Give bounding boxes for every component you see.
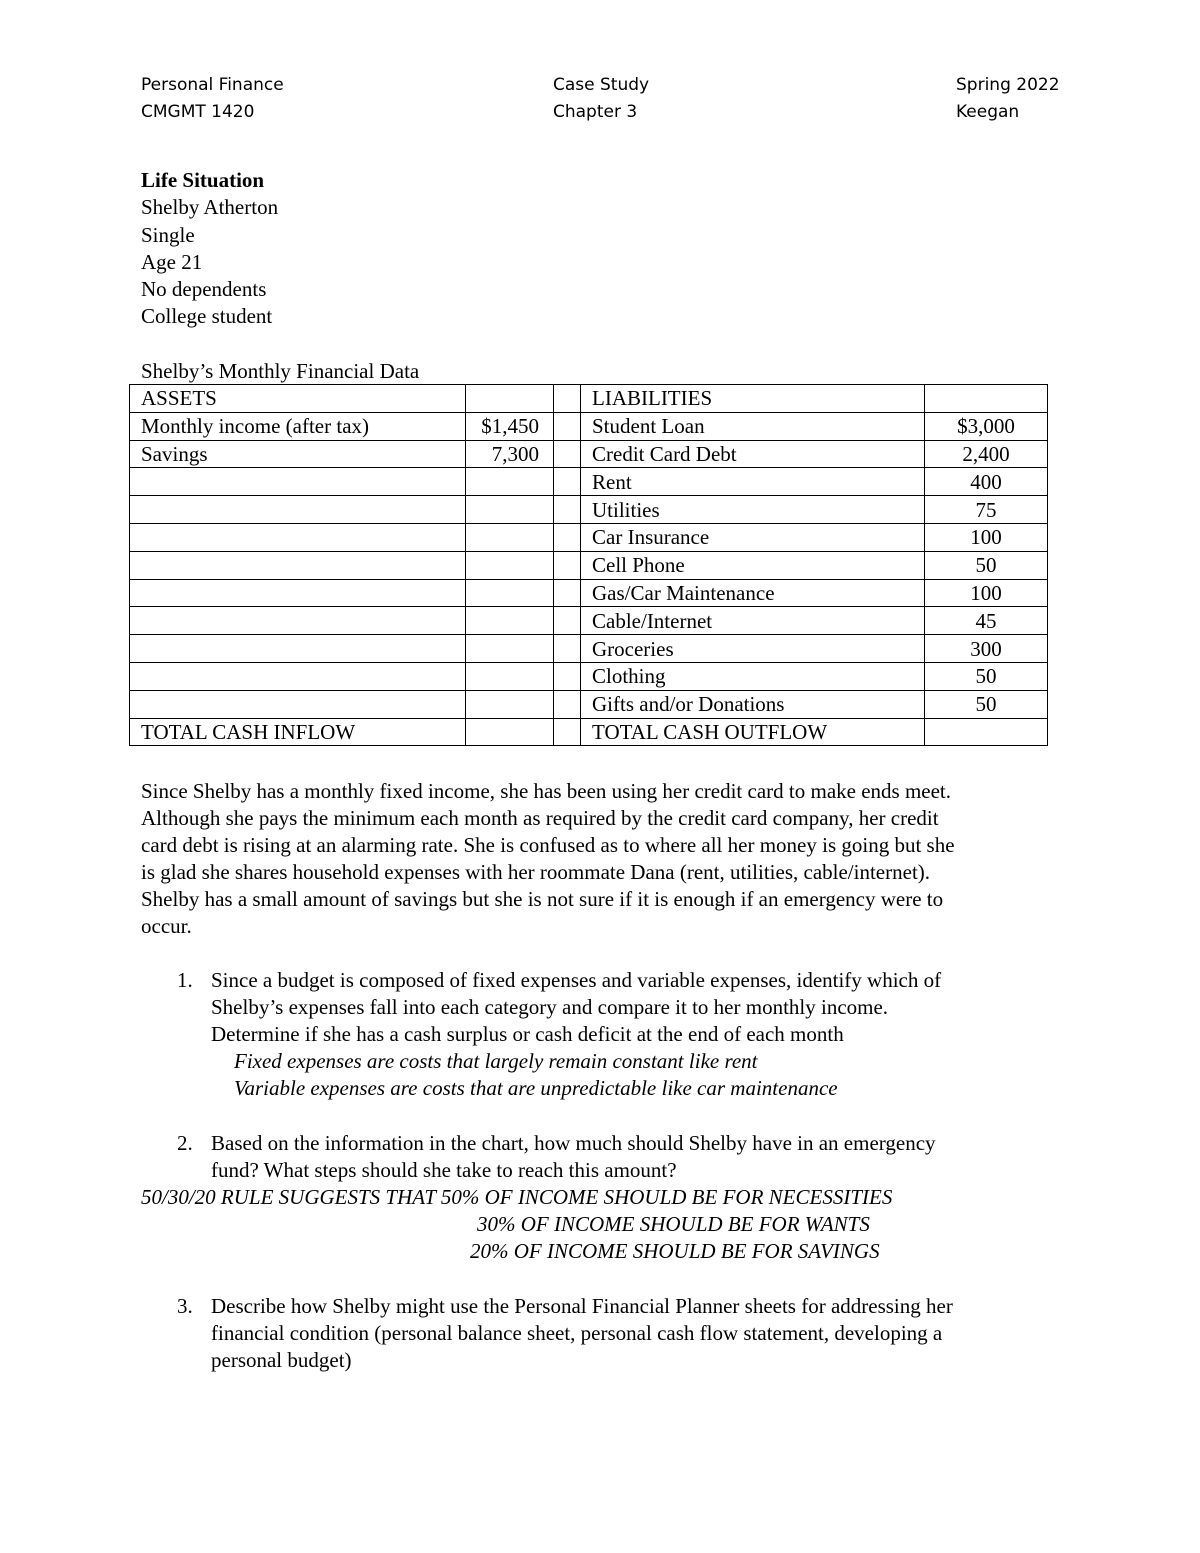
question-3-text: financial condition (personal balance sheet, personal cash flow statement, developing a bbox=[211, 1321, 943, 1345]
asset-value-cell bbox=[466, 496, 554, 524]
table-row bbox=[130, 468, 1048, 496]
life-situation bbox=[141, 167, 278, 331]
rule-line: 20% OF INCOME SHOULD BE FOR SAVINGS bbox=[470, 1239, 880, 1263]
asset-value-cell bbox=[466, 579, 554, 607]
asset-label-cell bbox=[130, 635, 466, 663]
liability-label-cell: LIABILITIES bbox=[581, 385, 925, 413]
liability-label-cell: Rent bbox=[581, 468, 925, 496]
liability-value-cell: 50 bbox=[925, 690, 1048, 718]
question-2-line bbox=[141, 1130, 936, 1157]
asset-label-cell bbox=[130, 468, 466, 496]
asset-label-cell bbox=[130, 551, 466, 579]
question-1-note: Fixed expenses are costs that largely remain constant like rent bbox=[234, 1049, 758, 1073]
question-3-line bbox=[141, 1293, 953, 1320]
liability-value-cell: 50 bbox=[925, 662, 1048, 690]
question-2-text: fund? What steps should she take to reach this amount? bbox=[211, 1158, 677, 1182]
gap-cell bbox=[554, 718, 581, 746]
gap-cell bbox=[554, 412, 581, 440]
liability-label-cell: Gifts and/or Donations bbox=[581, 690, 925, 718]
asset-value-cell bbox=[466, 607, 554, 635]
asset-value-cell bbox=[466, 523, 554, 551]
paragraph-line: card debt is rising at an alarming rate. She is confused as to where all her money is going but she bbox=[141, 833, 955, 857]
header-right bbox=[956, 72, 1060, 126]
asset-value-cell bbox=[466, 690, 554, 718]
question-1-note: Variable expenses are costs that are unpredictable like car maintenance bbox=[234, 1076, 838, 1100]
question-3-number: 3. bbox=[177, 1294, 193, 1318]
question-1-text: Since a budget is composed of fixed expenses and variable expenses, identify which of bbox=[211, 968, 942, 992]
asset-value-cell bbox=[466, 662, 554, 690]
table-caption: Shelby’s Monthly Financial Data bbox=[141, 359, 420, 383]
table-row bbox=[130, 662, 1048, 690]
table-row bbox=[130, 579, 1048, 607]
asset-label-cell bbox=[130, 690, 466, 718]
life-line: Age 21 bbox=[141, 249, 203, 274]
liability-value-cell bbox=[925, 385, 1048, 413]
table-row bbox=[130, 635, 1048, 663]
liability-value-cell: 2,400 bbox=[925, 440, 1048, 468]
gap-cell bbox=[554, 496, 581, 524]
header-center bbox=[553, 72, 649, 126]
liability-value-cell: 45 bbox=[925, 607, 1048, 635]
liability-value-cell: 50 bbox=[925, 551, 1048, 579]
table-row bbox=[130, 551, 1048, 579]
table-row bbox=[130, 690, 1048, 718]
paragraph-line: is glad she shares household expenses with her roommate Dana (rent, utilities, cable/internet). bbox=[141, 860, 931, 884]
question-1-number: 1. bbox=[177, 968, 193, 992]
course-code: CMGMT 1420 bbox=[141, 102, 255, 122]
liability-label-cell: Groceries bbox=[581, 635, 925, 663]
table-row bbox=[130, 607, 1048, 635]
rule-line: 50/30/20 RULE SUGGESTS THAT 50% OF INCOME SHOULD BE FOR NECESSITIES bbox=[141, 1185, 893, 1209]
liability-label-cell: Car Insurance bbox=[581, 523, 925, 551]
liability-value-cell: 100 bbox=[925, 523, 1048, 551]
liability-value-cell: 300 bbox=[925, 635, 1048, 663]
liability-label-cell: Gas/Car Maintenance bbox=[581, 579, 925, 607]
paragraph-line: Although she pays the minimum each month as required by the credit card company, her credit bbox=[141, 806, 939, 830]
table-row bbox=[130, 496, 1048, 524]
question-3-text: personal budget) bbox=[211, 1348, 352, 1372]
paragraph-line: Since Shelby has a monthly fixed income, she has been using her credit card to make ends meet. bbox=[141, 779, 952, 803]
rule-line: 30% OF INCOME SHOULD BE FOR WANTS bbox=[477, 1212, 870, 1236]
liability-label-cell: Student Loan bbox=[581, 412, 925, 440]
liability-label-cell: Utilities bbox=[581, 496, 925, 524]
asset-label-cell bbox=[130, 607, 466, 635]
asset-label-cell bbox=[130, 579, 466, 607]
term: Spring 2022 bbox=[956, 75, 1060, 95]
gap-cell bbox=[554, 635, 581, 663]
liability-value-cell: $3,000 bbox=[925, 412, 1048, 440]
gap-cell bbox=[554, 607, 581, 635]
asset-value-cell bbox=[466, 551, 554, 579]
instructor: Keegan bbox=[956, 102, 1020, 122]
asset-value-cell: 7,300 bbox=[466, 440, 554, 468]
question-2 bbox=[141, 1130, 936, 1184]
chapter: Chapter 3 bbox=[553, 102, 638, 122]
liability-label-cell: Clothing bbox=[581, 662, 925, 690]
asset-label-cell bbox=[130, 523, 466, 551]
asset-value-cell bbox=[466, 718, 554, 746]
gap-cell bbox=[554, 690, 581, 718]
question-2-text: Based on the information in the chart, how much should Shelby have in an emergency bbox=[211, 1131, 936, 1155]
liability-label-cell: TOTAL CASH OUTFLOW bbox=[581, 718, 925, 746]
financial-data-table bbox=[129, 384, 1048, 746]
gap-cell bbox=[554, 662, 581, 690]
liability-label-cell: Cell Phone bbox=[581, 551, 925, 579]
table-row bbox=[130, 412, 1048, 440]
gap-cell bbox=[554, 468, 581, 496]
question-2-number: 2. bbox=[177, 1131, 193, 1155]
asset-label-cell: ASSETS bbox=[130, 385, 466, 413]
life-line: Single bbox=[141, 222, 195, 247]
question-1-text: Shelby’s expenses fall into each category and compare it to her monthly income. bbox=[211, 995, 889, 1019]
gap-cell bbox=[554, 551, 581, 579]
question-3 bbox=[141, 1293, 953, 1374]
life-line: Shelby Atherton bbox=[141, 195, 279, 220]
table-row bbox=[130, 718, 1048, 746]
course-name: Personal Finance bbox=[141, 75, 284, 95]
table-row bbox=[130, 385, 1048, 413]
life-situation-heading: Life Situation bbox=[141, 168, 265, 192]
gap-cell bbox=[554, 579, 581, 607]
asset-label-cell bbox=[130, 662, 466, 690]
asset-label-cell: Savings bbox=[130, 440, 466, 468]
liability-value-cell: 75 bbox=[925, 496, 1048, 524]
question-1-text: Determine if she has a cash surplus or cash deficit at the end of each month bbox=[211, 1022, 844, 1046]
situation-paragraph bbox=[141, 778, 1061, 940]
question-1-line bbox=[141, 967, 941, 994]
liability-label-cell: Cable/Internet bbox=[581, 607, 925, 635]
table-row bbox=[130, 523, 1048, 551]
life-line: No dependents bbox=[141, 277, 267, 302]
asset-value-cell: $1,450 bbox=[466, 412, 554, 440]
asset-label-cell: Monthly income (after tax) bbox=[130, 412, 466, 440]
asset-value-cell bbox=[466, 468, 554, 496]
question-3-text: Describe how Shelby might use the Personal Financial Planner sheets for addressing her bbox=[211, 1294, 953, 1318]
question-1 bbox=[141, 967, 941, 1102]
asset-value-cell bbox=[466, 385, 554, 413]
budget-rule-note bbox=[141, 1184, 892, 1265]
liability-label-cell: Credit Card Debt bbox=[581, 440, 925, 468]
liability-value-cell bbox=[925, 718, 1048, 746]
liability-value-cell: 100 bbox=[925, 579, 1048, 607]
asset-label-cell bbox=[130, 496, 466, 524]
header-left bbox=[141, 72, 284, 126]
paragraph-line: occur. bbox=[141, 914, 192, 938]
gap-cell bbox=[554, 440, 581, 468]
gap-cell bbox=[554, 385, 581, 413]
doc-type: Case Study bbox=[553, 75, 650, 95]
paragraph-line: Shelby has a small amount of savings but she is not sure if it is enough if an emergency were to bbox=[141, 887, 944, 911]
asset-value-cell bbox=[466, 635, 554, 663]
life-line: College student bbox=[141, 304, 273, 329]
gap-cell bbox=[554, 523, 581, 551]
table-row bbox=[130, 440, 1048, 468]
asset-label-cell: TOTAL CASH INFLOW bbox=[130, 718, 466, 746]
liability-value-cell: 400 bbox=[925, 468, 1048, 496]
